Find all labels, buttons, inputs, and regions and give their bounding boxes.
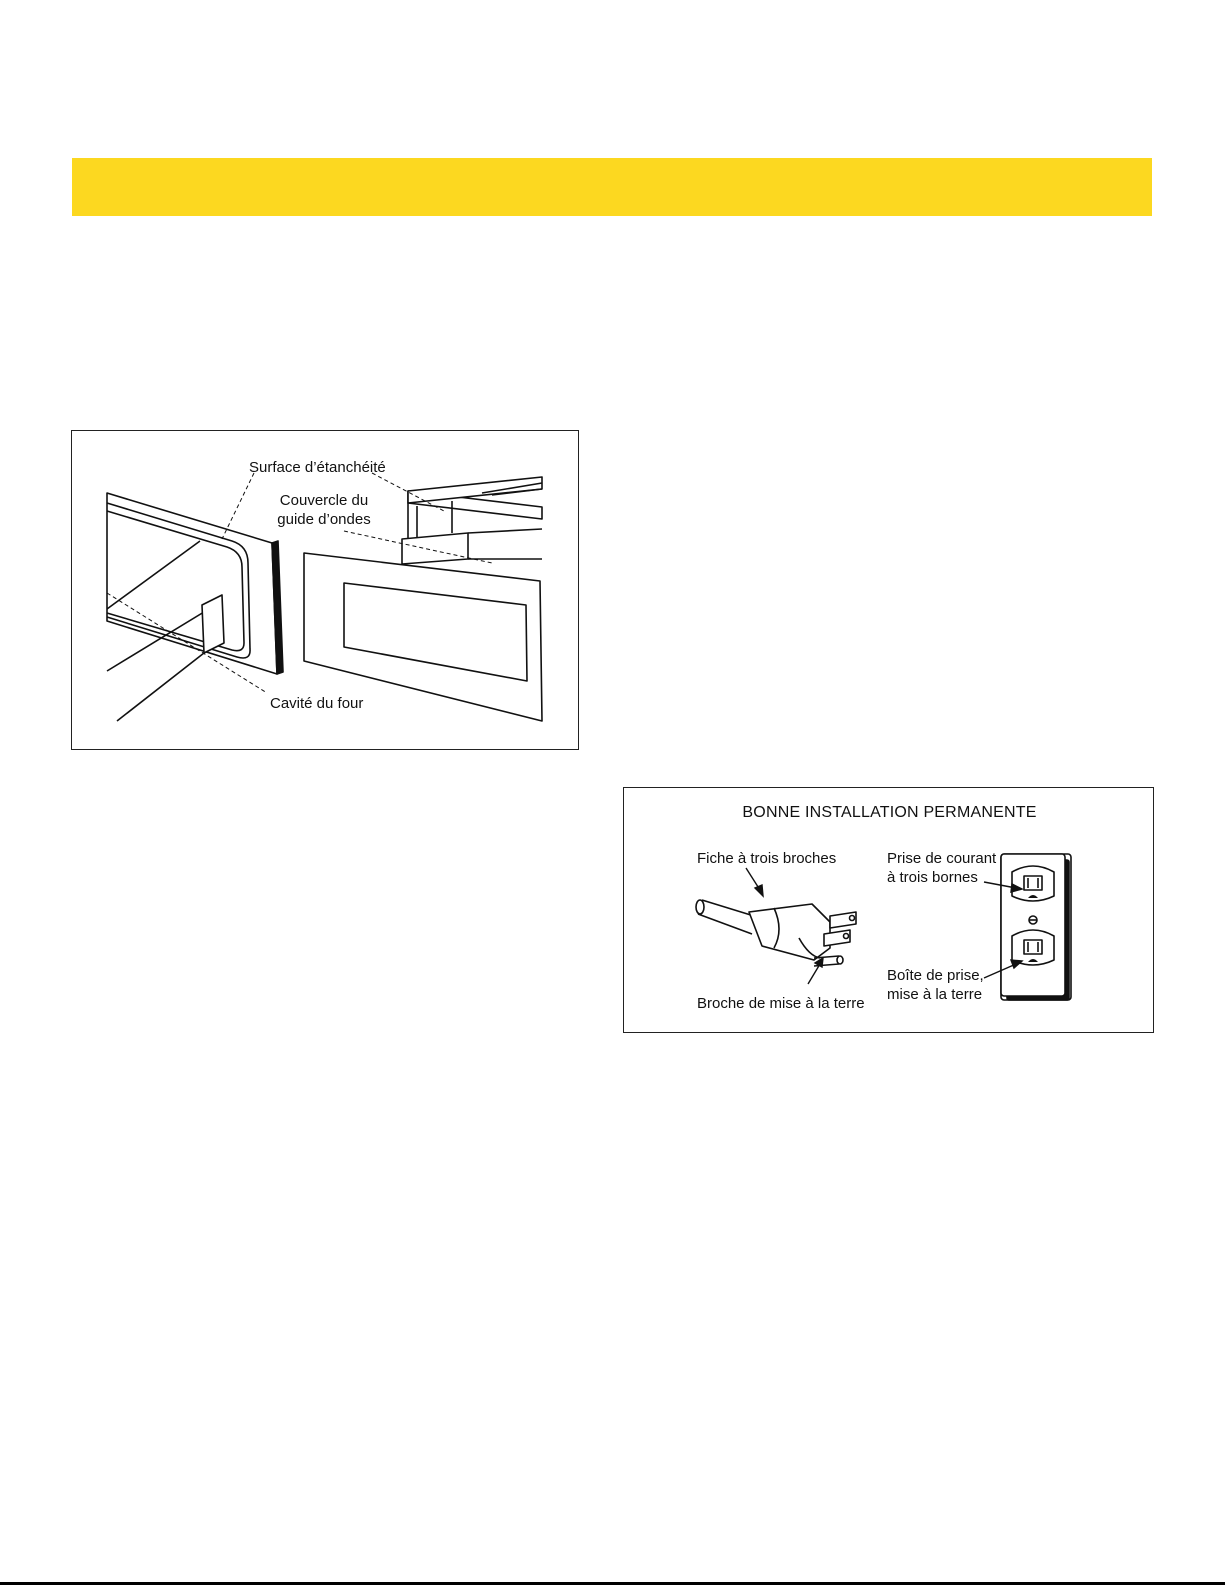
label-ground-pin: Broche de mise à la terre	[697, 995, 865, 1012]
label-outlet-line1: Prise de courant	[887, 850, 997, 867]
label-grounded-box-line1: Boîte de prise,	[887, 967, 984, 984]
section-header-band	[72, 158, 1152, 216]
label-sealing-surface: Surface d’étanchéité	[249, 459, 386, 476]
label-three-prong-plug: Fiche à trois broches	[697, 850, 837, 867]
label-outlet-line2: à trois bornes	[887, 869, 978, 886]
label-waveguide-cover-line1: Couvercle du	[279, 492, 369, 509]
label-oven-cavity: Cavité du four	[270, 695, 364, 712]
oven-seal-figure	[71, 430, 579, 750]
label-grounded-box-line2: mise à la terre	[887, 986, 983, 1003]
outlet-figure-title: BONNE INSTALLATION PERMANENTE	[742, 804, 1037, 821]
label-waveguide-cover-line2: guide d’ondes	[277, 511, 371, 528]
grounded-outlet-figure	[623, 787, 1154, 1033]
